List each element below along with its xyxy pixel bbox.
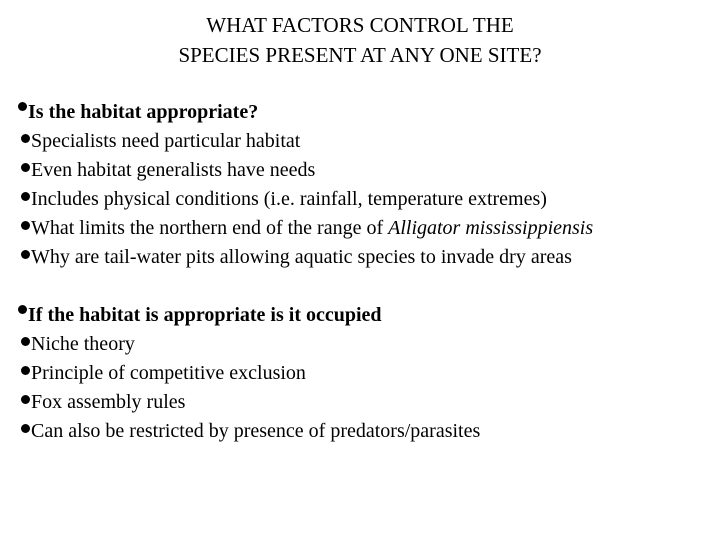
list-item: Principle of competitive exclusion	[18, 359, 480, 388]
bullet-icon	[18, 102, 27, 111]
list-item: Specialists need particular habitat	[18, 127, 593, 156]
bullet-icon	[21, 395, 30, 404]
bullet-icon	[21, 221, 30, 230]
list-item: Why are tail-water pits allowing aquatic species to invade dry areas	[18, 243, 593, 272]
bullet-icon	[21, 163, 30, 172]
section-habitat-occupied	[18, 301, 480, 446]
title-line-2: SPECIES PRESENT AT ANY ONE SITE?	[178, 43, 542, 67]
bullet-icon	[21, 134, 30, 143]
section-heading: Is the habitat appropriate?	[18, 98, 593, 127]
bullet-icon	[21, 250, 30, 259]
list-item: Niche theory	[18, 330, 480, 359]
title-line-1: WHAT FACTORS CONTROL THE	[206, 13, 514, 37]
section-habitat-appropriate	[18, 98, 593, 272]
list-item: Even habitat generalists have needs	[18, 156, 593, 185]
bullet-icon	[21, 424, 30, 433]
list-item: What limits the northern end of the range of Alligator mississippiensis	[18, 214, 593, 243]
bullet-icon	[21, 366, 30, 375]
bullet-icon	[18, 305, 27, 314]
slide-title	[0, 10, 720, 70]
list-item: Can also be restricted by presence of predators/parasites	[18, 417, 480, 446]
list-item: Includes physical conditions (i.e. rainfall, temperature extremes)	[18, 185, 593, 214]
species-name: Alligator mississippiensis	[388, 217, 594, 239]
list-item: Fox assembly rules	[18, 388, 480, 417]
bullet-icon	[21, 192, 30, 201]
section-heading: If the habitat is appropriate is it occupied	[18, 301, 480, 330]
bullet-icon	[21, 337, 30, 346]
